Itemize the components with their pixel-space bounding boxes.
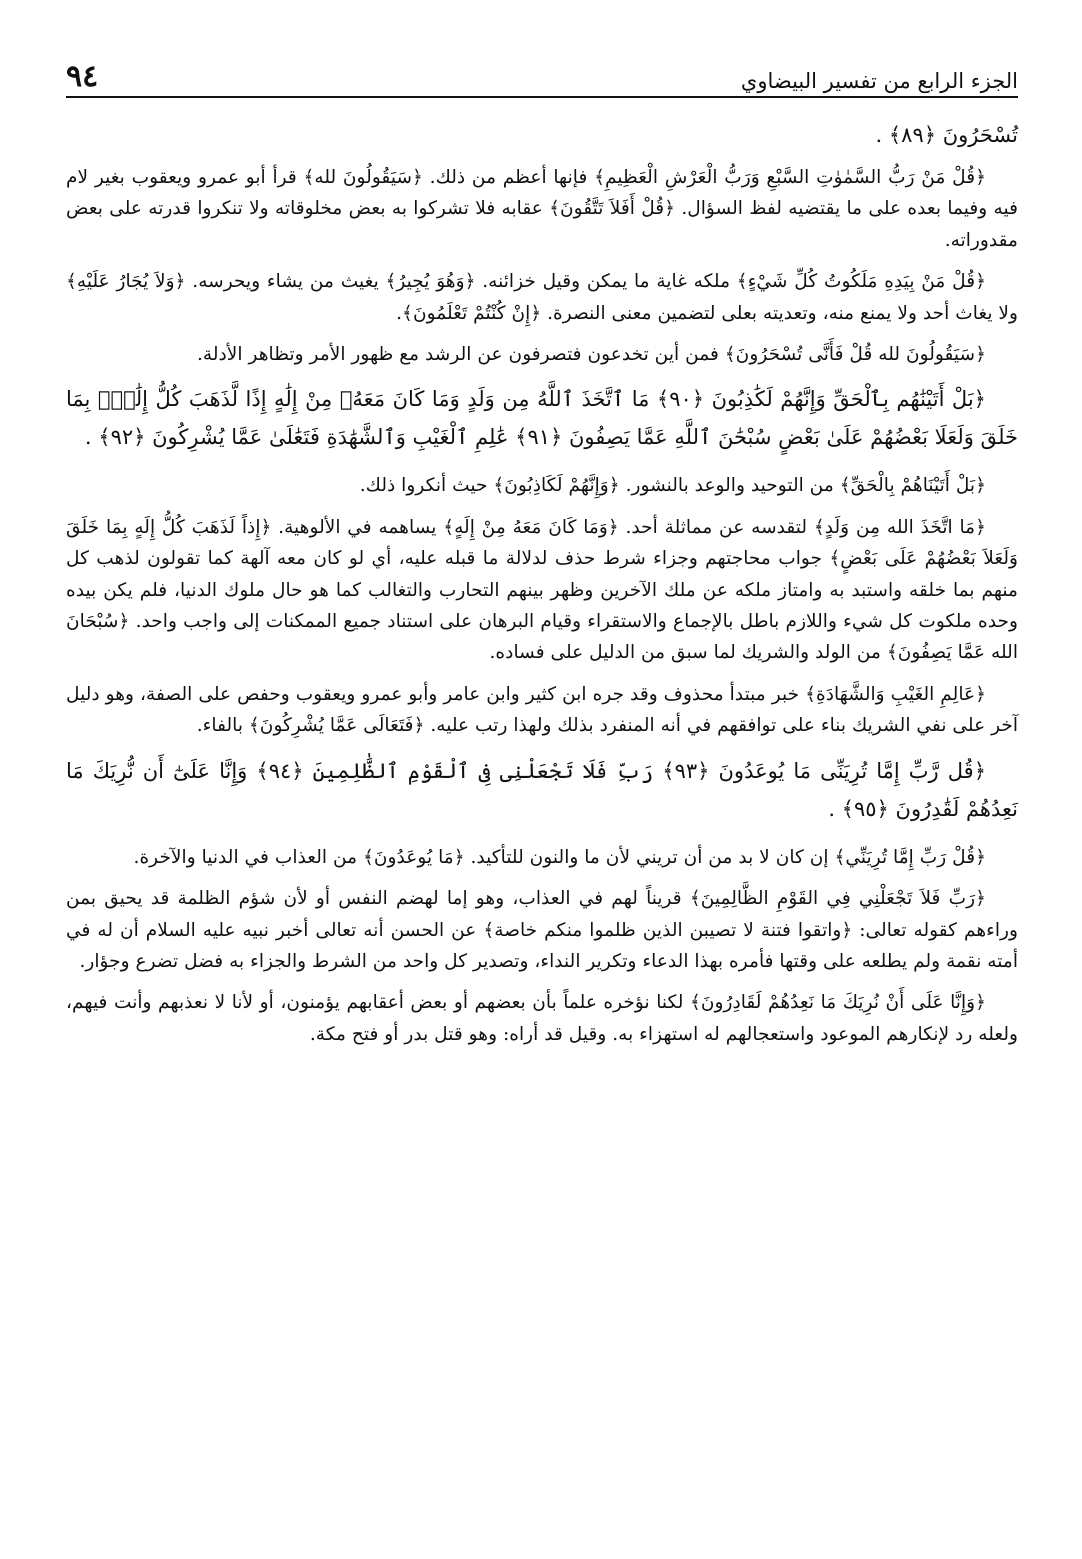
commentary-paragraph: ﴿قُلْ رَبِّ إِمَّا تُرِيَنِّي﴾ إن كان لا بد من أن تريني لأن ما والنون للتأكيد. ﴿مَا يُوعَدُونَ﴾ من العذاب في الدنيا والآخرة.: [133, 846, 986, 868]
quran-verse-block: ﴿قُل رَّبِّ إِمَّا تُرِيَنِّى مَا يُوعَدُونَ ﴿٩٣﴾ رَبِّ فَلَا تَجْعَلْنِى فِى ٱلْقَوْمِ ٱلظَّٰلِمِينَ ﴿٩٤﴾ وَإِنَّا عَلَىٰٓ أَن نُّرِيَكَ مَا نَعِدُهُمْ لَقَٰدِرُونَ ﴿٩٥﴾ .: [66, 758, 1018, 821]
quran-verse-block: ﴿بَلْ أَتَيْنَٰهُم بِٱلْحَقِّ وَإِنَّهُمْ لَكَٰذِبُونَ ﴿٩٠﴾ مَا ٱتَّخَذَ ٱللَّهُ مِن وَلَدٍ وَمَا كَانَ مَعَهُۥ مِنْ إِلَٰهٍ إِذًا لَّذَهَبَ كُلُّ إِلَٰهٍۭ بِمَا خَلَقَ وَلَعَلَا بَعْضُهُمْ عَلَىٰ بَعْضٍ سُبْحَٰنَ ٱللَّهِ عَمَّا يَصِفُونَ ﴿٩١﴾ عَٰلِمِ ٱلْغَيْبِ وَٱلشَّهَٰدَةِ فَتَعَٰلَىٰ عَمَّا يُشْرِكُونَ ﴿٩٢﴾ .: [66, 387, 1018, 450]
commentary-paragraph: ﴿قُلْ مَنْ بِيَدِهِ مَلَكُوتُ كُلِّ شَيْءٍ﴾ ملكه غاية ما يمكن وقيل خزائنه. ﴿وَهُوَ يُجِيرُ﴾ يغيث من يشاء ويحرسه. ﴿وَلاَ يُجَارُ عَلَيْهِ﴾ ولا يغاث أحد ولا يمنع منه، وتعديته بعلى لتضمين معنى النصرة. ﴿إِنْ كُنْتُمْ تَعْلَمُونَ﴾.: [66, 271, 1018, 324]
page-content: [66, 118, 1018, 1060]
verse-fragment: تُسْحَرُونَ ﴿٨٩﴾ .: [875, 123, 1018, 147]
page-header: [66, 52, 1018, 98]
commentary-paragraph: ﴿عَالِمِ الغَيْبِ وَالشَّهَادَةِ﴾ خبر مبتدأ محذوف وقد جره ابن كثير وابن عامر وأبو عمرو ويعقوب وحفص على الصفة، وهو دليل آخر على نفي الشريك بناء على توافقهم في أنه المنفرد بذلك ولهذا رتب عليه. ﴿فَتَعَالَى عَمَّا يُشْرِكُونَ﴾ بالفاء.: [66, 683, 1018, 737]
commentary-paragraph: ﴿قُلْ مَنْ رَبُّ السَّمٰوٰتِ السَّبْعِ وَرَبُّ الْعَرْشِ الْعَظِيمِ﴾ فإنها أعظم من ذلك. ﴿سَيَقُولُونَ لله﴾ قرأ أبو عمرو ويعقوب بغير لام فيه وفيما بعده على ما يقتضيه لفظ السؤال. ﴿قُلْ أَفَلاَ تَتَّقُونَ﴾ عقابه فلا تشركوا به بعض مخلوقاته ولا تنكروا قدرته على بعض مقدوراته.: [66, 167, 1018, 251]
running-title: الجزء الرابع من تفسير البيضاوي: [740, 69, 1018, 93]
commentary-paragraph: ﴿بَلْ أَتَيْنَاهُمْ بِالْحَقِّ﴾ من التوحيد والوعد بالنشور. ﴿وَإِنَّهُمْ لَكَاذِبُونَ﴾ حيث أنكروا ذلك.: [359, 475, 986, 497]
commentary-paragraph: ﴿مَا اتَّخَذَ الله مِن وَلَدٍ﴾ لتقدسه عن مماثلة أحد. ﴿وَمَا كَانَ مَعَهُ مِنْ إِلَهٍ﴾ يساهمه في الألوهية. ﴿إِذاً لَذَهَبَ كُلُّ إِلَهٍ بِمَا خَلَقَ وَلَعَلاَ بَعْضُهُمْ عَلَى بَعْضٍ﴾ جواب محاجتهم وجزاء شرط حذف لدلالة ما قبله عليه، أي لو كان معه آلهة كما تقولون لذهب كل منهم بما خلقه واستبد به وامتاز ملكه عن ملك الآخرين وظهر بينهم التحارب والتغالب كما هو حال ملوك الدنيا، فلم يكن بيده وحده ملكوت كل شيء واللازم باطل بالإجماع والاستقراء وقيام البرهان على استناد جميع الممكنات إلى واجب واحد. ﴿سُبْحَانَ الله عَمَّا يَصِفُونَ﴾ من الولد والشريك لما سبق من الدليل على فساده.: [66, 516, 1018, 664]
page-number: ٩٤: [66, 59, 99, 94]
commentary-paragraph: ﴿سَيَقُولُونَ لله قُلْ فَأَنَّى تُسْحَرُونَ﴾ فمن أين تخدعون فتصرفون عن الرشد مع ظهور الأمر وتظاهر الأدلة.: [196, 344, 986, 366]
commentary-paragraph: ﴿وَإِنَّا عَلَى أَنْ نُرِيَكَ مَا نَعِدُهُمْ لَقَادِرُونَ﴾ لكنا نؤخره علماً بأن بعضهم أو بعض أعقابهم يؤمنون، أو لأنا لا نعذبهم وأنت فيهم، ولعله رد لإنكارهم الموعود واستعجالهم له استهزاء به. وقيل قد أراه: وهو قتل بدر أو فتح مكة.: [66, 992, 1018, 1045]
commentary-paragraph: ﴿رَبِّ فَلاَ تَجْعَلْنِي فِي القَوْمِ الظَّالِمِينَ﴾ قريناً لهم في العذاب، وهو إما لهضم النفس أو لأن شؤم الظلمة قد يحيق بمن وراءهم كقوله تعالى: ﴿واتقوا فتنة لا تصيبن الذين ظلموا منكم خاصة﴾ عن الحسن أنه تعالى أخبر نبيه عليه السلام أن له في أمته نقمة ولم يطلعه على وقتها فأمره بهذا الدعاء وتكرير النداء، وتصدير كل واحد من الشرط والجزاء به فضل تضرع وجؤار.: [66, 888, 1018, 972]
